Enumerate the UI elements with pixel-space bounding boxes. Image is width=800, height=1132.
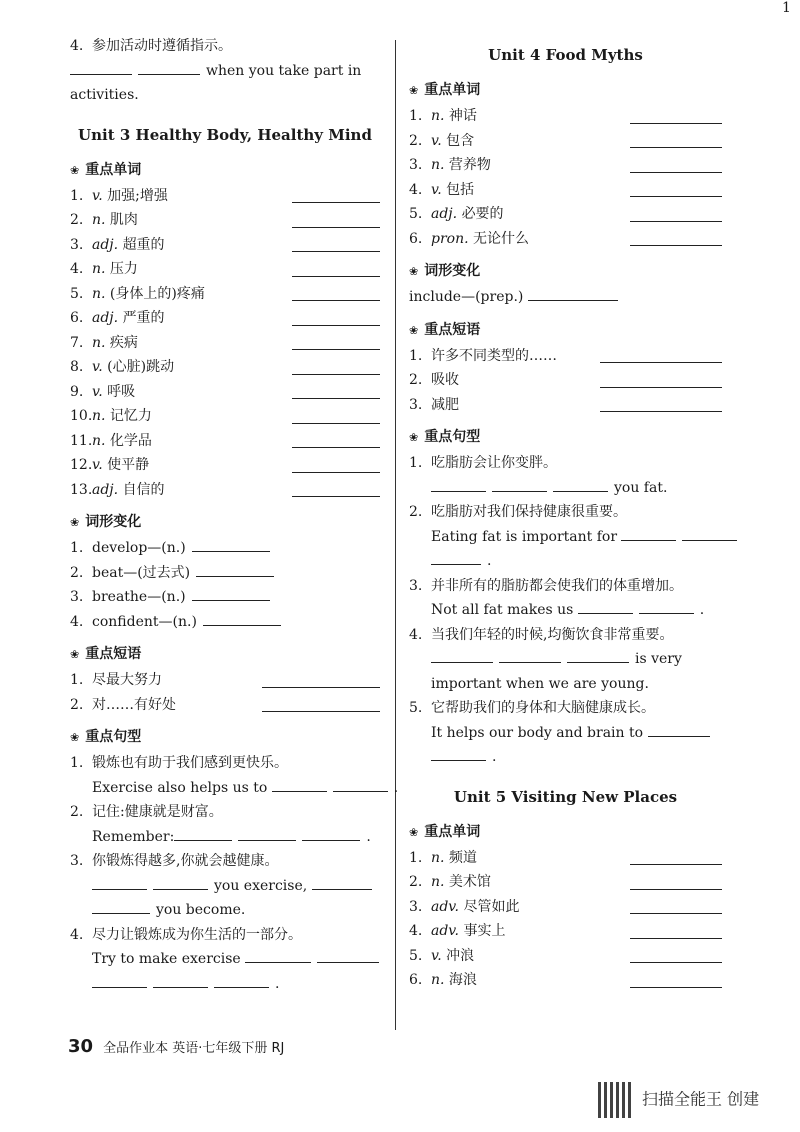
item-chinese: 化学品 (109, 432, 152, 449)
answer-blank[interactable] (621, 526, 676, 541)
item-chinese: 加强;增强 (107, 187, 168, 204)
answer-blank[interactable] (138, 60, 200, 75)
part-of-speech: n. (92, 408, 106, 424)
item-chinese: 必要的 (461, 206, 504, 222)
section-word-forms: ❀ 词形变化 (409, 263, 481, 279)
word-item (409, 968, 722, 993)
item-number: 4. (70, 613, 84, 630)
answer-blank[interactable] (302, 826, 360, 841)
item-number: 3. (409, 157, 423, 173)
answer-blank[interactable] (600, 387, 722, 388)
item-number: 4. (409, 923, 423, 939)
section-word-forms: ❀ 词形变化 (70, 514, 142, 530)
section-key-words: ❀ 重点单词 (409, 823, 481, 840)
word-item (70, 184, 380, 209)
item-chinese: 超重的 (122, 236, 165, 253)
left-column (70, 34, 399, 996)
word-item (70, 306, 380, 331)
item-number: 2. (409, 372, 423, 388)
word-item (70, 208, 380, 233)
phrase-item (409, 344, 722, 369)
answer-blank[interactable] (292, 374, 380, 375)
answer-blank[interactable] (630, 987, 722, 988)
word-form-item (70, 536, 380, 561)
answer-blank[interactable] (578, 599, 633, 614)
word-item (70, 331, 380, 356)
answer-blank[interactable] (333, 777, 388, 792)
word-form-item (70, 561, 380, 586)
section-icon: ❀ (409, 825, 419, 839)
part-of-speech: n. (92, 285, 106, 302)
item-chinese: 自信的 (122, 481, 165, 498)
word-item (70, 380, 380, 405)
left-top-item (70, 34, 380, 108)
answer-blank[interactable] (153, 875, 208, 890)
section-key-phrases: ❀ 重点短语 (70, 646, 142, 662)
sentence-item: 5. 它帮助我们的身体和大脑健康成长。 It helps our body and brain to . (409, 696, 722, 770)
answer-blank[interactable] (431, 648, 493, 663)
section-icon: ❀ (409, 323, 419, 337)
word-item (70, 478, 380, 503)
item-number: 5. (409, 947, 423, 964)
part-of-speech: n. (92, 261, 106, 277)
part-of-speech: adj. (92, 481, 119, 498)
item-chinese: 对……有好处 (92, 696, 176, 713)
item-number: 6. (70, 310, 84, 326)
item-number: 6. (409, 972, 423, 988)
answer-blank[interactable] (317, 948, 379, 963)
answer-blank[interactable] (431, 550, 481, 565)
part-of-speech: n. (92, 432, 106, 449)
section-key-words: ❀ 重点单词 (70, 161, 142, 178)
part-of-speech: adv. (431, 923, 460, 939)
column-divider (395, 40, 396, 1030)
item-chinese: 使平静 (107, 457, 150, 473)
word-form-item (70, 585, 380, 610)
word-item (70, 404, 380, 429)
answer-blank[interactable] (262, 687, 380, 688)
key-words-list (409, 104, 722, 251)
item-number: 8. (70, 359, 84, 375)
item-chinese: 冲浪 (446, 947, 475, 964)
item-number: 2. (409, 874, 423, 890)
item-chinese: (身体上的)疼痛 (109, 285, 205, 302)
item-number: 7. (70, 334, 84, 351)
scanner-watermark: 扫描全能王 创建 (598, 1082, 759, 1118)
answer-blank[interactable] (292, 251, 380, 252)
item-chinese: 美术馆 (448, 874, 491, 890)
word-item (70, 453, 380, 478)
answer-blank[interactable] (192, 537, 270, 552)
item-number: 4. (70, 261, 84, 277)
item-chinese: (心脏)跳动 (107, 359, 175, 375)
answer-blank[interactable] (262, 711, 380, 712)
part-of-speech: n. (431, 157, 445, 173)
footer-text: 全品作业本 英语·七年级下册 RJ (103, 1041, 285, 1056)
phrase-item (70, 668, 380, 693)
word-item (70, 429, 380, 454)
answer-blank[interactable] (292, 300, 380, 301)
answer-blank[interactable] (153, 973, 208, 988)
sentence-item: 2. 吃脂肪对我们保持健康很重要。 Eating fat is important for . (409, 500, 722, 574)
key-phrases-list (70, 668, 380, 717)
part-of-speech: n. (431, 108, 445, 124)
key-words-list (70, 184, 380, 503)
answer-blank[interactable] (630, 889, 722, 890)
item-chinese: 频道 (448, 849, 477, 866)
item-number: 1. (409, 849, 423, 866)
part-of-speech: v. (92, 359, 103, 375)
item-chinese: 包含 (446, 132, 475, 149)
word-item (409, 944, 722, 969)
part-of-speech: pron. (431, 230, 469, 247)
answer-blank[interactable] (292, 325, 380, 326)
item-chinese: 海浪 (448, 972, 477, 988)
part-of-speech: n. (92, 334, 106, 351)
item-chinese: 减肥 (431, 396, 459, 413)
phrase-item (409, 393, 722, 418)
sentence-item: 4. 尽力让锻炼成为你生活的一部分。 Try to make exercise . (70, 923, 380, 997)
item-number: 1. (409, 347, 423, 364)
word-item (409, 895, 722, 920)
item-number: 3. (409, 898, 423, 915)
word-item (70, 355, 380, 380)
answer-blank[interactable] (431, 477, 486, 492)
page-number: 30 (68, 1036, 94, 1057)
answer-blank[interactable] (630, 172, 722, 173)
answer-blank[interactable] (292, 472, 380, 473)
key-words-list (409, 846, 722, 993)
answer-blank[interactable] (203, 611, 281, 626)
word-item (409, 153, 722, 178)
item-chinese: 神话 (448, 108, 477, 124)
answer-blank[interactable] (70, 60, 132, 75)
answer-blank[interactable] (600, 362, 722, 363)
answer-blank[interactable] (639, 599, 694, 614)
word-item (70, 257, 380, 282)
item-chinese: 肌肉 (109, 212, 138, 228)
item-number: 1. (70, 672, 84, 688)
item-chinese: 疾病 (109, 334, 138, 351)
word-item (409, 919, 722, 944)
section-icon: ❀ (409, 84, 419, 97)
item-number: 1. (409, 108, 423, 124)
item-chinese: 记忆力 (109, 408, 152, 424)
sentence-item: 2. 记住:健康就是财富。 Remember: . (70, 804, 371, 845)
answer-blank[interactable] (630, 913, 722, 914)
answer-blank[interactable] (292, 227, 380, 228)
word-form-prompt: beat—(过去式) (92, 564, 191, 581)
item-number: 3. (409, 396, 423, 413)
part-of-speech: adv. (431, 898, 460, 915)
item-number: 2. (70, 696, 84, 713)
answer-blank[interactable] (499, 648, 561, 663)
word-item (409, 178, 722, 203)
section-key-words: ❀ 重点单词 (409, 82, 481, 98)
part-of-speech: n. (92, 212, 106, 228)
item-number: 13. (70, 481, 93, 498)
answer-blank[interactable] (630, 864, 722, 865)
part-of-speech: adj. (92, 236, 119, 253)
section-icon: ❀ (409, 265, 419, 278)
answer-blank[interactable] (292, 447, 380, 448)
item-number: 12. (70, 457, 93, 473)
part-of-speech: n. (431, 874, 445, 890)
answer-blank[interactable] (92, 875, 147, 890)
answer-blank[interactable] (214, 973, 269, 988)
answer-blank[interactable] (292, 496, 380, 497)
section-key-sentences: ❀ 重点句型 (70, 729, 142, 745)
part-of-speech: v. (431, 947, 442, 964)
part-of-speech: v. (431, 181, 442, 198)
word-form-item (70, 610, 380, 635)
answer-blank[interactable] (431, 746, 486, 761)
answer-blank[interactable] (630, 938, 722, 939)
section-key-phrases: ❀ 重点短语 (409, 321, 481, 338)
answer-blank[interactable] (245, 948, 311, 963)
word-item (409, 104, 722, 129)
item-chinese: 压力 (109, 261, 138, 277)
part-of-speech: v. (431, 132, 442, 149)
item-number: 5. (409, 206, 423, 222)
answer-blank[interactable] (238, 826, 296, 841)
item-number: 1. (70, 540, 84, 556)
answer-blank[interactable] (174, 826, 232, 841)
word-form-prompt: confident—(n.) (92, 613, 197, 630)
word-item (409, 870, 722, 895)
right-column (409, 34, 722, 993)
item-chinese: 许多不同类型的…… (431, 347, 557, 364)
word-form-item: include—(prep.) (409, 285, 722, 310)
sentence-item: 3. 你锻炼得越多,你就会越健康。 you exercise, you become. (70, 849, 380, 923)
answer-blank[interactable] (192, 586, 270, 601)
unit4-title: Unit 4 Food Myths (488, 46, 643, 64)
item-number: 3. (70, 589, 84, 605)
item-number: 2. (70, 564, 84, 581)
item-number: 2. (70, 212, 84, 228)
answer-blank[interactable] (292, 276, 380, 277)
word-item (409, 202, 722, 227)
word-item (409, 846, 722, 871)
item-english-line2: activities. (70, 87, 139, 103)
part-of-speech: adj. (431, 206, 458, 222)
answer-blank[interactable] (630, 123, 722, 124)
item-chinese: 参加活动时遵循指示。 (92, 38, 232, 54)
item-number: 11. (70, 432, 93, 449)
phrase-item (409, 368, 722, 393)
item-english: when you take part in (206, 62, 362, 79)
answer-blank[interactable] (600, 411, 722, 412)
answer-blank[interactable] (292, 349, 380, 350)
answer-blank[interactable] (196, 562, 274, 577)
word-form-prompt: develop—(n.) (92, 540, 186, 556)
answer-blank[interactable] (312, 875, 372, 890)
item-number: 4. (70, 38, 84, 54)
item-chinese: 事实上 (463, 923, 506, 939)
item-number: 3. (70, 236, 84, 253)
section-icon: ❀ (70, 163, 80, 177)
part-of-speech: n. (431, 972, 445, 988)
item-number: 2. (409, 132, 423, 149)
word-forms-list (70, 536, 380, 634)
item-number: 6. (409, 230, 423, 247)
sentence-item: 1. 吃脂肪会让你变胖。 you fat. (409, 455, 668, 496)
item-chinese: 营养物 (448, 157, 491, 173)
section-icon: ❀ (70, 516, 80, 529)
answer-blank[interactable] (630, 245, 722, 246)
item-chinese: 尽最大努力 (92, 672, 162, 688)
answer-blank[interactable] (492, 477, 547, 492)
item-number: 9. (70, 383, 84, 400)
word-item (409, 227, 722, 252)
sentence-item: 4. 当我们年轻的时候,均衡饮食非常重要。 is very important when we are young. (409, 626, 682, 692)
answer-blank[interactable] (92, 899, 150, 914)
key-phrases-list (409, 344, 722, 418)
word-item (70, 233, 380, 258)
word-form-prompt: breathe—(n.) (92, 589, 186, 605)
section-icon: ❀ (70, 648, 80, 661)
item-chinese: 严重的 (122, 310, 165, 326)
unit5-title: Unit 5 Visiting New Places (453, 787, 678, 806)
answer-blank[interactable] (272, 777, 327, 792)
section-icon: ❀ (409, 431, 419, 444)
answer-blank[interactable] (292, 202, 380, 203)
sentence-item: 3. 并非所有的脂肪都会使我们的体重增加。 Not all fat makes us . (409, 577, 705, 618)
answer-blank[interactable] (553, 477, 608, 492)
phrase-item (70, 693, 380, 718)
item-number: 10. (70, 408, 93, 424)
section-icon: ❀ (70, 731, 80, 744)
answer-blank[interactable] (630, 147, 722, 148)
word-item (409, 129, 722, 154)
item-number: 5. (70, 285, 84, 302)
page-footer (68, 1036, 284, 1057)
qr-code-icon (598, 1082, 634, 1118)
answer-blank[interactable] (648, 722, 710, 737)
answer-blank[interactable] (630, 196, 722, 197)
sentence-item: 1. 锻炼也有助于我们感到更快乐。 Exercise also helps us to . (70, 755, 399, 796)
item-number: 1. (70, 187, 84, 204)
part-of-speech: v. (92, 457, 103, 473)
item-chinese: 呼吸 (107, 383, 136, 400)
item-chinese: 尽管如此 (463, 898, 520, 915)
item-number: 4. (409, 181, 423, 198)
section-key-sentences: ❀ 重点句型 (409, 429, 481, 445)
page-corner-mark: 1 (782, 0, 791, 16)
answer-blank[interactable] (567, 648, 629, 663)
item-chinese: 无论什么 (473, 230, 530, 247)
unit3-title: Unit 3 Healthy Body, Healthy Mind (78, 125, 372, 144)
answer-blank[interactable] (630, 962, 722, 963)
part-of-speech: v. (92, 383, 103, 400)
answer-blank[interactable] (528, 286, 618, 301)
part-of-speech: v. (92, 187, 103, 204)
part-of-speech: adj. (92, 310, 119, 326)
answer-blank[interactable] (682, 526, 737, 541)
item-chinese: 包括 (446, 181, 475, 198)
part-of-speech: n. (431, 849, 445, 866)
word-item (70, 282, 380, 307)
item-chinese: 吸收 (431, 372, 459, 388)
answer-blank[interactable] (92, 973, 147, 988)
answer-blank[interactable] (292, 423, 380, 424)
answer-blank[interactable] (292, 398, 380, 399)
answer-blank[interactable] (630, 221, 722, 222)
